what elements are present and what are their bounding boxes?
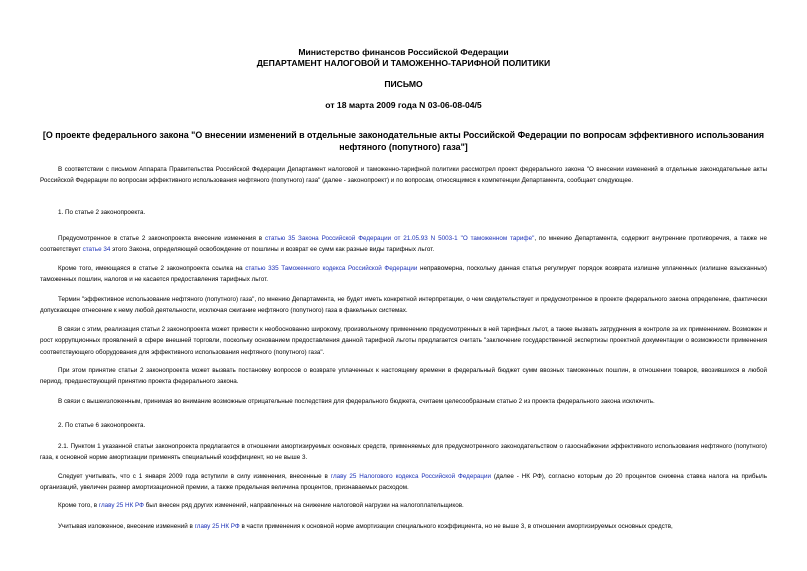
law-link[interactable]: статью 35 Закона Российской Федерации от 21.05.93 N 5003-1 "О таможенном тарифе" [265, 235, 535, 242]
article-link[interactable]: статье 34 [82, 246, 111, 254]
paragraph: 1. По статье 2 законопроекта. [58, 209, 146, 216]
paragraph: В связи с этим, реализация статьи 2 законопроекта может привести к необоснованно широкому, произвольному применению предусмотренных в ней тарифных льгот, а также вызвать затруднения в контроле за их применением. Возможен и рост коррупционных проявлений в сфере внешней торговли, поскольку основанием предоставления данной тарифной льготы предлагается считать "заключение государственной экспертизы проектной документации о возможности применения соответствующего оборудования для эффективного использования нефтяного (попутного) газа". [40, 326, 767, 356]
chapter-25-link[interactable]: главу 25 НК РФ [98, 502, 144, 509]
chapter-25-link[interactable]: главу 25 НК РФ [194, 523, 240, 530]
paragraph-text: Кроме того, в [58, 502, 99, 509]
document-title: [О проекте федерального закона "О внесении изменений в отдельные законодательные акты Российской Федерации по вопросам эффективного использования нефтяного (попутного) газа"] [42, 130, 765, 152]
department-name: ДЕПАРТАМЕНТ НАЛОГОВОЙ И ТАМОЖЕННО-ТАРИФНОЙ ПОЛИТИКИ [256, 58, 551, 68]
ministry-name: Министерство финансов Российской Федерации [298, 47, 509, 57]
paragraph-text: Учитывая изложенное, внесение изменений в [58, 523, 195, 530]
paragraph: В связи с вышеизложенным, принимая во внимание возможные отрицательные последствия для федерального бюджета, считаем целесообразным статью 2 из проекта федерального закона исключить. [58, 398, 655, 405]
paragraph: В соответствии с письмом Аппарата Правительства Российской Федерации Департамент налоговой и таможенно-тарифной политики рассмотрел проект федерального закона "О внесении изменений в отдельные законодательные акты Российской Федерации по вопросам эффективного использования нефтяного (попутного) газа" (далее - законопроект) и по вопросам, относящимся к компетенции Департамента, сообщает следующее. [40, 166, 767, 185]
paragraph-text: в части применения к основной норме амортизации специального коэффициента, но не выше 3, в отношении амортизируемых основных средств, [239, 523, 673, 530]
paragraph [40, 521, 767, 532]
paragraph-text: (далее - НК РФ), согласно которым до 20 процентов снижена ставка налога на прибыль организаций, увеличен размер амортизационной премии, а также предельная величина процентов, признаваемых расходом. [40, 473, 767, 492]
tax-code-link[interactable]: главу 25 Налогового кодекса Российской Федерации [330, 473, 491, 480]
paragraph-text: неправомерна, поскольку данная статья регулирует порядок возврата излишне уплаченных (излишне взысканных) таможенных пошлин, налогов и не касается предоставления тарифных льгот. [40, 265, 767, 284]
paragraph-text: , по мнению Департамента, содержит внутренние противоречия, а также не соответствует [40, 235, 768, 254]
paragraph [40, 471, 767, 494]
document-type: ПИСЬМО [384, 79, 423, 89]
paragraph-text: Предусмотренное в статье 2 законопроекта внесение изменения в [58, 235, 266, 242]
document-date-number: от 18 марта 2009 года N 03-06-08-04/5 [325, 100, 482, 110]
paragraph: 2. По статье 6 законопроекта. [58, 422, 146, 429]
paragraph: Термин "эффективное использование нефтяного (попутного) газа", по мнению Департамента, не будет иметь конкретной интерпретации, о чем свидетельствует и предусмотренное в проекте федерального закона определение, фактически допускающее отнесение к нему любой деятельности, исключая сжигание нефтяного (попутного) газа в факельных системах. [40, 296, 767, 315]
paragraph-text: Кроме того, имеющаяся в статье 2 законопроекта ссылка на [58, 265, 246, 272]
paragraph [40, 263, 767, 286]
paragraph-text: этого Закона, определяющей освобождение от пошлины и возврат ее сумм как разные виды тарифных льгот. [110, 246, 435, 254]
paragraph-text: Следует учитывать, что с 1 января 2009 года вступили в силу изменения, внесенные в [58, 473, 331, 480]
paragraph: 2.1. Пунктом 1 указанной статьи законопроекта предлагается в отношении амортизируемых основных средств, применяемых для предусмотренного законодательством о газоснабжении эффективного использования нефтяного (попутного) газа, к основной норме амортизации применять специальный коэффициент, но не выше 3. [40, 443, 767, 462]
paragraph [40, 233, 767, 256]
customs-code-link[interactable]: статью 335 Таможенного кодекса Российской Федерации [245, 265, 418, 272]
paragraph [40, 500, 767, 511]
paragraph-text: был внесен ряд других изменений, направленных на снижение налоговой нагрузки на налогоплательщиков. [143, 502, 464, 509]
paragraph: При этом принятие статьи 2 законопроекта может вызвать постановку вопросов о возврате уплаченных к настоящему времени в федеральный бюджет сумм ввозных таможенных пошлин, в отношении товаров, ввозившихся в любой период, предшествующий принятию проекта федерального закона. [40, 367, 767, 386]
